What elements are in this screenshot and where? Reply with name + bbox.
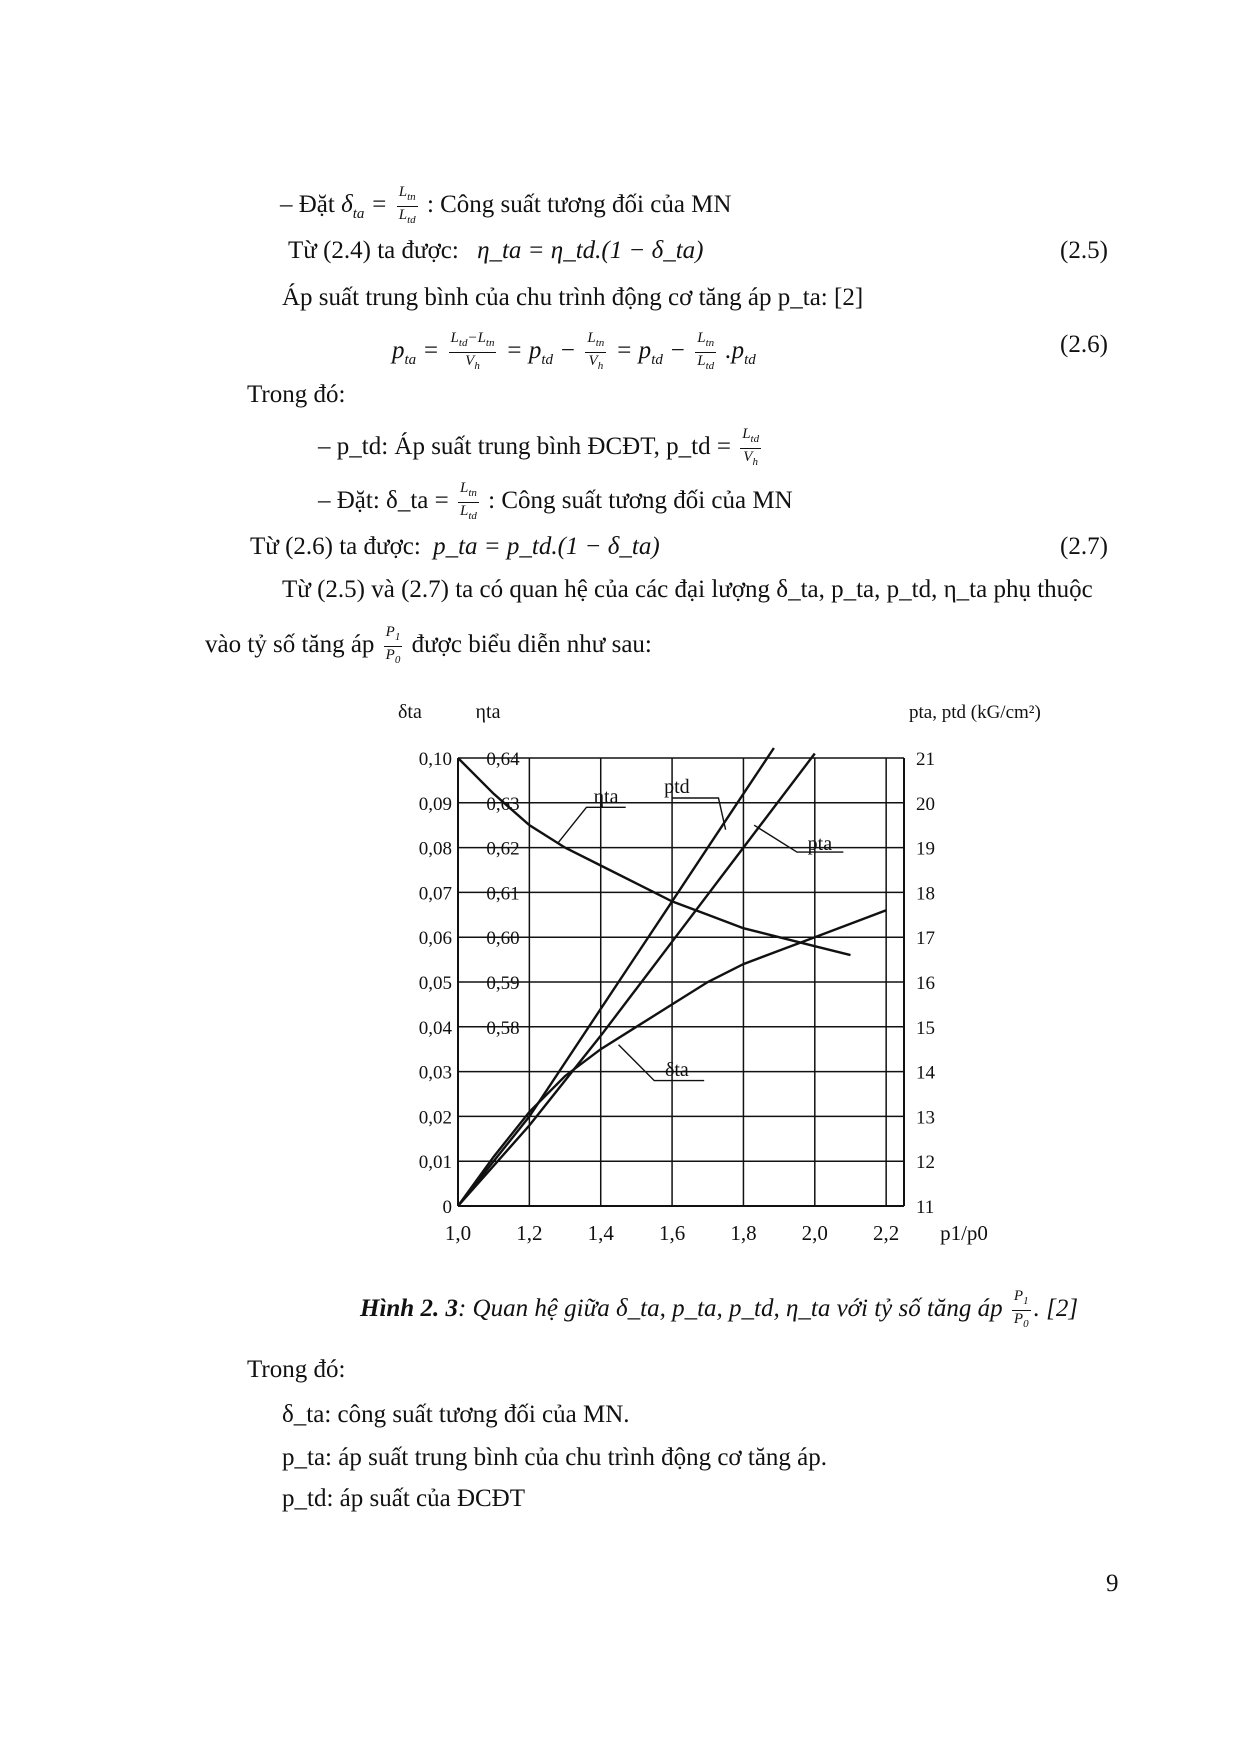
trong-do-1: Trong đó: (247, 381, 346, 408)
x-tick-label: 1,4 (587, 1221, 614, 1245)
from-26-text: Từ (2.6) ta được: (250, 533, 421, 560)
line-set-delta (280, 184, 731, 229)
page-number: 9 (1106, 1570, 1119, 1597)
delta-tick-label: 0,05 (418, 973, 452, 994)
delta-tick-label: 0,08 (418, 838, 452, 860)
eta-label: ηta (593, 785, 619, 808)
eta-tick-label: 0,62 (486, 838, 520, 860)
line-mean-pressure: Áp suất trung bình của chu trình động cơ tăng áp p_ta: [2] (282, 284, 864, 311)
eta-tick-label: 0,64 (486, 749, 520, 770)
trong-do-2: Trong đó: (247, 1356, 346, 1383)
delta-tick-label: 0,06 (418, 928, 452, 950)
delta-tick-label: 0,04 (418, 1017, 452, 1039)
x-tick-label: 2,0 (801, 1221, 828, 1245)
ptd-label: ptd (664, 776, 690, 798)
eta-tick-label: 0,59 (486, 973, 520, 994)
delta-tick-label: 0,03 (418, 1062, 452, 1084)
delta-tick-label: 0,07 (418, 883, 452, 905)
delta-tick-label: 0,01 (418, 1152, 452, 1174)
caption-text: : Quan hệ giữa δ_ta, p_ta, p_td, η_ta với tỷ số tăng áp (457, 1295, 1003, 1323)
p-axis-title: pta, ptd (kG/cm²) (909, 702, 1041, 723)
delta-tick-label: 0,09 (418, 793, 452, 815)
line-pta-result (250, 532, 660, 562)
x-tick-label: 2,2 (873, 1221, 900, 1245)
fraction-ltn-ltd-2: $\frac{L_{tn}}{L_{td}}$ (459, 480, 477, 522)
eta-tick-label: 0,63 (486, 793, 520, 815)
set-delta-prefix: – Đặt: δ_ta = (318, 487, 449, 515)
x-tick-label: 1,8 (730, 1221, 757, 1245)
def-pta: p_ta: áp suất trung bình của chu trình động cơ tăng áp. (282, 1444, 828, 1471)
p-tick-label: 21 (916, 749, 935, 770)
delta-axis-title: δta (398, 701, 422, 723)
p-tick-label: 19 (916, 838, 935, 860)
fraction-ltd-vh: $\frac{L_{td}}{V_h}$ (742, 426, 760, 468)
eta-tick-label: 0,61 (486, 883, 520, 905)
p-tick-label: 14 (916, 1062, 935, 1084)
caption-fraction: $\frac{P_1}{P_0}$ (1013, 1288, 1029, 1330)
delta-tick-label: 0 (442, 1197, 452, 1218)
eta-leader (558, 807, 626, 843)
delta-symbol: $\delta_{ta}$ = (341, 191, 388, 223)
p-tick-label: 18 (916, 883, 935, 905)
p-tick-label: 15 (916, 1017, 935, 1039)
eta-tick-label: 0,60 (486, 928, 520, 950)
x-tick-label: 1,0 (444, 1221, 472, 1245)
delta-tick-label: 0,10 (418, 749, 452, 770)
pta-label: pta (807, 832, 833, 855)
p-tick-label: 20 (916, 793, 935, 815)
x-axis-title: p1/p0 (940, 1221, 988, 1245)
equation-2-6: $p_{ta}$ = $\frac{L_{td}-L_{tn}}{V_h}$ = $p_{td}$ − $\frac{L_{tn}}{V_h}$ = $p_{td}$ − $\frac{L_{tn}}{L_{td}}$ $.p_{td}$ (392, 330, 756, 372)
equation-number-2-6: (2.6) (1060, 331, 1108, 358)
p-tick-label: 13 (916, 1107, 935, 1129)
pressure-ratio-chart (380, 685, 1080, 1245)
pta-equation: p_ta = p_td.(1 − δ_ta) (433, 533, 660, 560)
relative-power-text: : Công suất tương đối của MN (426, 191, 732, 219)
line-set-delta-2 (318, 480, 793, 525)
caption-label: Hình 2. 3 (360, 1295, 458, 1323)
ptd-def-text: – p_td: Áp suất trung bình ĐCĐT, p_td = (318, 433, 731, 461)
eta-axis-title: ηta (475, 701, 501, 723)
delta-label: δta (664, 1059, 689, 1082)
line-ratio (205, 624, 652, 669)
dash-label: – Đặt (280, 191, 335, 219)
p-tick-label: 16 (916, 973, 935, 994)
line-eta-result (288, 236, 703, 266)
line-relation: Từ (2.5) và (2.7) ta có quan hệ của các đại lượng δ_ta, p_ta, p_td, η_ta phụ thuộc (282, 576, 1093, 603)
def-delta: δ_ta: công suất tương đối của MN. (282, 1401, 630, 1428)
x-tick-label: 1,6 (658, 1221, 686, 1245)
caption-ref: . [2] (1033, 1295, 1079, 1323)
fraction-ltn-ltd: $\frac{L_{tn}}{L_{td}}$ (398, 184, 416, 226)
def-ptd: p_td: áp suất của ĐCĐT (282, 1485, 526, 1512)
from-24-text: Từ (2.4) ta được: (288, 237, 459, 264)
x-tick-label: 1,2 (516, 1221, 543, 1245)
delta-tick-label: 0,02 (418, 1107, 452, 1129)
p-tick-label: 12 (916, 1152, 935, 1174)
eta-tick-label: 0,58 (486, 1017, 520, 1039)
ratio-text-a: vào tỷ số tăng áp (205, 631, 375, 659)
eta-equation: η_ta = η_td.(1 − δ_ta) (477, 237, 704, 264)
figure-caption (360, 1288, 1078, 1333)
p-tick-label: 17 (916, 928, 935, 950)
delta-leader (619, 1045, 705, 1081)
equation-number-2-7: (2.7) (1060, 533, 1108, 560)
fraction-p1-p0: $\frac{P_1}{P_0}$ (385, 624, 401, 666)
relative-power-text-2: : Công suất tương đối của MN (488, 487, 793, 515)
equation-number-2-5: (2.5) (1060, 237, 1108, 264)
p-tick-label: 11 (916, 1197, 935, 1218)
ratio-text-b: được biểu diễn như sau: (411, 631, 652, 659)
line-ptd-def (318, 426, 764, 471)
